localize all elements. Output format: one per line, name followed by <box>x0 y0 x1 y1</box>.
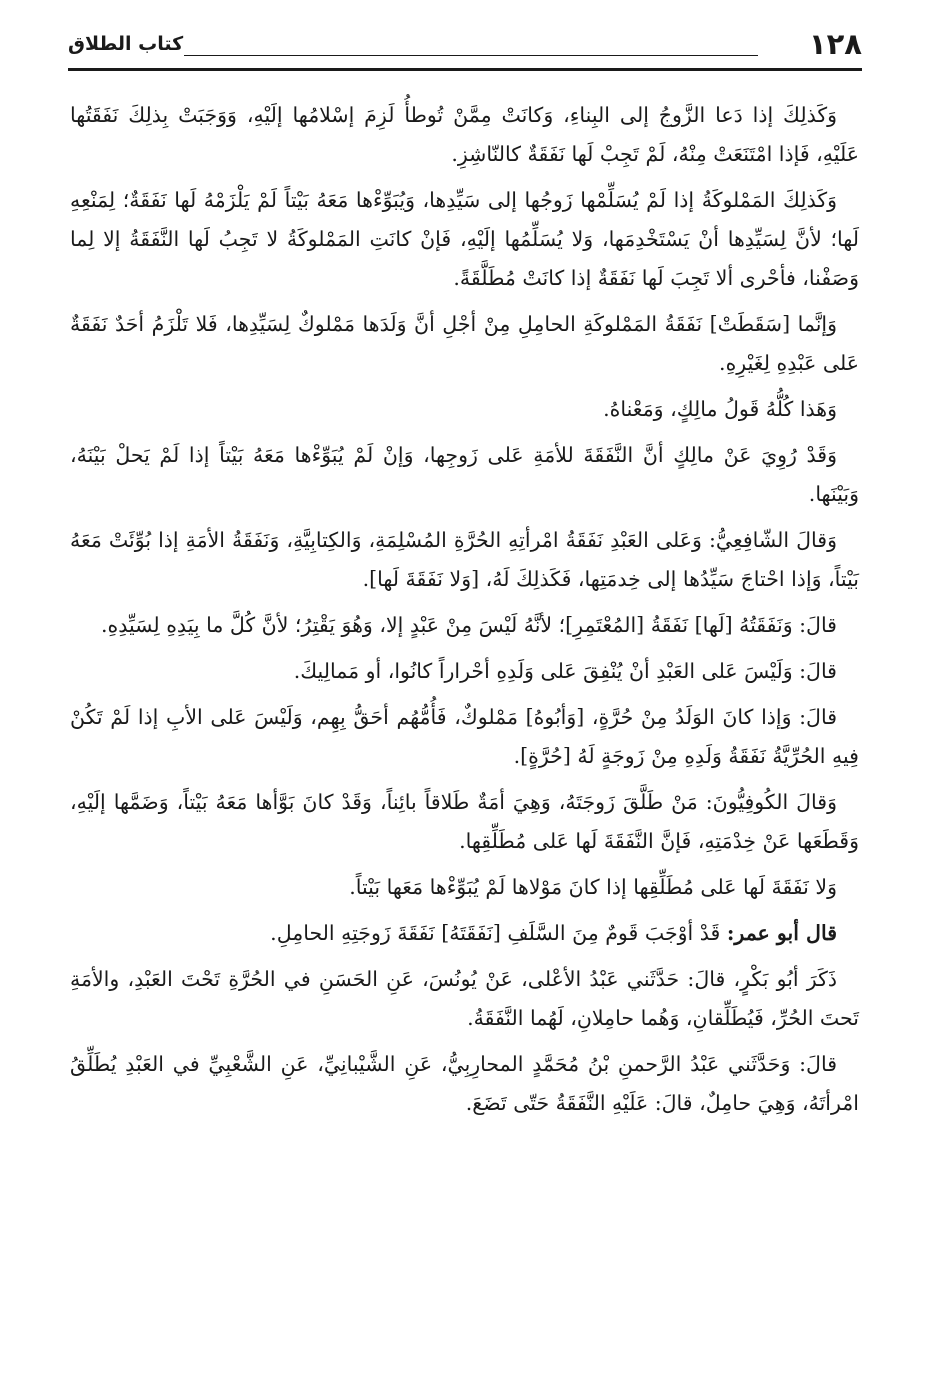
paragraph-text: وَهَذا كُلُّهُ قَولُ مالِكٍ، وَمَعْناهُ. <box>603 397 837 421</box>
header-divider-thin <box>184 55 758 56</box>
paragraph-text: قالَ: وَنَفَقَتُهُ [لَها] نَفَقَةُ [المُعْتَمِرِ]؛ لأنَّهُ لَيْسَ مِنْ عَبْدٍ إلا، وَهُوَ يَقْتِرُ؛ لأنَّ كُلَّ ما بِيَدِهِ لِسَيِّدِهِ. <box>100 613 837 637</box>
paragraph-text: وَقالَ الكُوفِيُّونَ: مَنْ طَلَّقَ زَوجَتَهُ، وَهِيَ أمَةٌ طَلاقاً بائِناً، وَقَدْ كانَ بَوَّأها مَعَهُ بَيْتاً، وَضَمَّها إلَيْهِ، وَقَطَعَها عَنْ خِدْمَتِهِ، فَإنَّ النَّفَقَةَ لَها عَلى مُطَلِّقِها. <box>70 790 859 853</box>
paragraph-text: قالَ: وَحَدَّثَني عَبْدُ الرَّحمنِ بْنُ مُحَمَّدٍ المحارِبِيُّ، عَنِ الشَّيْبانِيِّ، عَنِ الشَّعْبِيِّ في العَبْدِ يُطَلِّقُ امْرأتَهُ، وَهِيَ حامِلٌ، قالَ: عَلَيْهِ النَّفَقَةُ حَتّى تَضَعَ. <box>70 1052 859 1115</box>
paragraph <box>70 96 859 174</box>
paragraph <box>70 783 859 861</box>
speaker-lead: قال أبو عمر: <box>726 921 837 945</box>
page-number: ١٢٨ <box>808 27 862 61</box>
paragraph-text: قالَ: وَإذا كانَ الوَلَدُ مِنْ حُرَّةٍ، [وَأبُوهُ] مَمْلوكٌ، فَأُمُّهُم أحَقُّ بِهِم، وَلَيْسَ عَلى الأبِ إذا لَمْ تَكُنْ فِيهِ الحُرِّيَّةُ نَفَقَةُ وَلَدِهِ مِنْ زَوجَةٍ لَهُ [حُرَّةٍ]. <box>70 705 859 768</box>
header-divider-thick <box>68 68 862 71</box>
paragraph <box>70 960 859 1038</box>
paragraph <box>70 1045 859 1123</box>
running-title: كتاب الطلاق <box>68 33 184 55</box>
paragraph <box>70 181 859 298</box>
paragraph <box>70 436 859 514</box>
paragraph-text: قالَ: وَلَيْسَ عَلى العَبْدِ أنْ يُنْفِقَ عَلى وَلَدِهِ أحْراراً كانُوا، أو مَمالِيكَ. <box>293 659 837 683</box>
paragraph-text: وَقَدْ رُوِيَ عَنْ مالِكٍ أنَّ النَّفَقَةَ للأمَةِ عَلى زَوجِها، وَإنْ لَمْ يُبَوِّءْها مَعَهُ بَيْتاً إذا لَمْ يَحلْ بَيْنَهُ، وَبَيْنَها. <box>70 443 859 506</box>
paragraph-text: قَدْ أوْجَبَ قَومٌ مِنَ السَّلَفِ [نَفَقَتَهُ] نَفَقَةَ زَوجَتِهِ الحامِلِ. <box>270 921 727 945</box>
paragraph <box>70 305 859 383</box>
paragraph <box>70 652 859 691</box>
paragraph-text: وَقالَ الشّافِعِيُّ: وَعَلى العَبْدِ نَفَقَةُ امْرأتِهِ الحُرَّةِ المُسْلِمَةِ، وَالكِتابِيَّةِ، وَنَفَقَةُ الأمَةِ إذا بُوِّئَتْ مَعَهُ بَيْتاً، وَإذا احْتاجَ سَيِّدُها إلى خِدمَتِها، فَكَذلِكَ لَهُ، [وَلا نَفَقَةَ لَها]. <box>70 528 859 591</box>
paragraph <box>70 606 859 645</box>
paragraph <box>70 390 859 429</box>
main-text <box>70 96 859 1130</box>
paragraph <box>70 698 859 776</box>
paragraph-text: وَإنَّما [سَقَطَتْ] نَفَقَةُ المَمْلوكَةِ الحامِلِ مِنْ أجْلِ أنَّ وَلَدَها مَمْلوكٌ لِسَيِّدِها، فَلا تَلْزَمُ أحَدٌ نَفَقَةٌ عَلى عَبْدِهِ لِغَيْرِهِ. <box>70 312 859 375</box>
paragraph-text: وَكَذلِكَ المَمْلوكَةُ إذا لَمْ يُسَلِّمْها زَوجُها إلى سَيِّدِها، وَيُبَوِّءْها مَعَهُ بَيْتاً لَمْ يَلْزَمْهُ لَها نَفَقَةٌ؛ لِمَنْعِهِ لَها؛ لأنَّ لِسَيِّدِها أنْ يَسْتَخْدِمَها، وَلا يُسَلِّمُها إلَيْهِ، فَإنْ كانَتِ المَمْلوكَةُ لا تَجِبُ لَها النَّفَقَةُ إلا لِما وَصَفْنا، فأحْرى ألا تَجِبَ لَها نَفَقَةٌ إذا كانَتْ مُطَلَّقَةً. <box>70 188 859 290</box>
paragraph-text: وَكَذلِكَ إذا دَعا الزَّوجُ إلى البِناءِ، وَكانَتْ مِمَّنْ تُوطأُ لَزِمَ إسْلامُها إلَيْهِ، وَوَجَبَتْ بِذلِكَ نَفَقَتُها عَلَيْهِ، فَإذا امْتَنَعَتْ مِنْهُ، لَمْ تَجِبْ لَها نَفَقَةٌ كالنّاشِزِ. <box>70 103 859 166</box>
page-header <box>68 24 862 70</box>
paragraph-text: ذَكَرَ أبُو بَكْرٍ، قالَ: حَدَّثَني عَبْدُ الأعْلى، عَنْ يُونُسَ، عَنِ الحَسَنِ في الحُرَّةِ تَحْتَ العَبْدِ، والأمَةِ تَحتَ الحُرِّ، فَيُطَلِّقانِ، وَهُما حامِلانِ، لَهُما النَّفَقَةُ. <box>70 967 859 1030</box>
paragraph-text: وَلا نَفَقَةَ لَها عَلى مُطَلِّقِها إذا كانَ مَوْلاها لَمْ يُبَوِّءْها مَعَها بَيْتاً. <box>349 875 837 899</box>
paragraph <box>70 868 859 907</box>
paragraph <box>70 521 859 599</box>
paragraph <box>70 914 859 953</box>
